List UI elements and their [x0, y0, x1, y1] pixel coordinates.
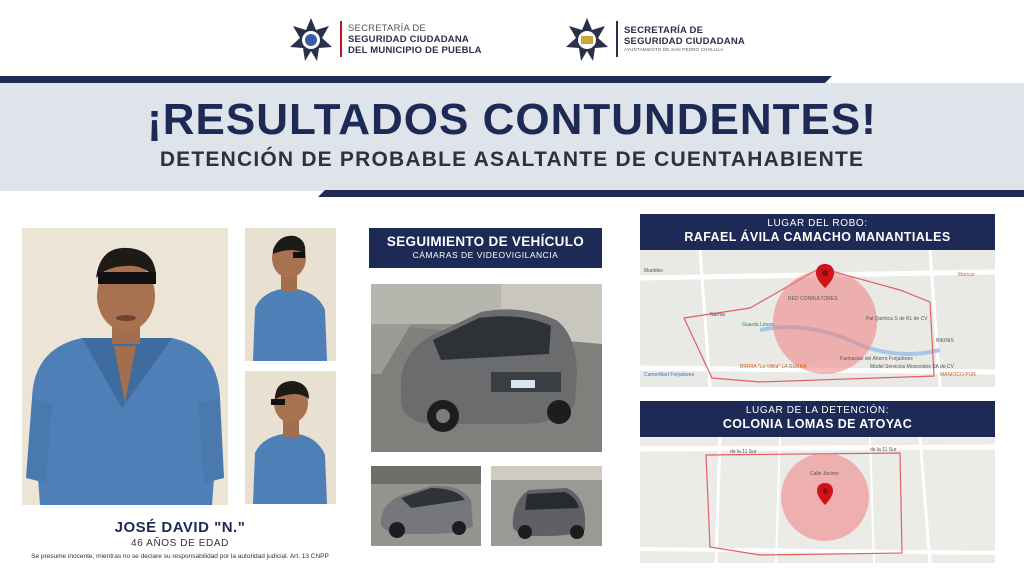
detention-location-map — [640, 437, 995, 563]
banner-top-stripe-tip — [825, 76, 832, 83]
suspect-name: JOSÉ DAVID "N." — [114, 519, 246, 536]
map-label: BIRRIA "La Villita" LA GUERA — [740, 364, 807, 370]
map-label: Calle Jacinto — [810, 471, 839, 477]
map-label: BIKINIS — [936, 338, 954, 344]
vehicle-tracking-title: SEGUIMIENTO DE VEHÍCULO — [386, 234, 585, 249]
police-star-icon — [288, 16, 334, 62]
robbery-location-title: LUGAR DEL ROBO: — [767, 218, 868, 229]
vehicle-camera-photo-main — [371, 284, 602, 452]
detention-location-title: LUGAR DE LA DETENCIÓN: — [745, 405, 890, 416]
map-label: Model Servicios Monoxidos SA de CV — [870, 364, 954, 370]
detention-location-place: COLONIA LOMAS DE ATOYAC — [722, 417, 913, 431]
map-label: de la 11 Sur — [870, 447, 897, 453]
banner-top-stripe — [0, 76, 825, 83]
map-label: Narnia — [710, 312, 725, 318]
map-label: de la 11 Sur — [730, 449, 757, 455]
banner-bottom-stripe-tip — [318, 190, 325, 197]
legal-disclaimer: Se presume inocente, mientras no se declare su responsabilidad por la autoridad judicial. Art. 13 CNPP — [31, 553, 329, 560]
map-label: Muebles — [644, 268, 663, 274]
robbery-location-label — [640, 214, 995, 250]
logo-text: SECRETARÍA DE SEGURIDAD CIUDADANA DEL MUNICIPIO DE PUEBLA — [348, 22, 482, 56]
logo-divider — [616, 21, 618, 57]
suspect-front-photo — [22, 228, 228, 505]
suspect-age: 46 AÑOS DE EDAD — [131, 538, 229, 549]
logo-municipio-puebla — [288, 14, 482, 64]
suspect-profile-photo-left — [245, 371, 336, 504]
robbery-location-map — [640, 250, 995, 387]
map-label: Pal Quimica S de RL de CV — [866, 316, 928, 322]
map-label: MANIOCO PUR — [940, 372, 976, 378]
vehicle-camera-photo-2 — [491, 466, 602, 546]
map-label: RED CONSULTORES — [788, 296, 838, 302]
headline: ¡RESULTADOS CONTUNDENTES! — [147, 95, 877, 144]
suspect-profile-photo-right — [245, 228, 336, 361]
map-label: Marcus — [958, 272, 975, 278]
vehicle-tracking-subtitle: CÁMARAS DE VIDEOVIGILANCIA — [412, 250, 559, 260]
vehicle-camera-photo-1 — [371, 466, 481, 546]
robbery-location-place: RAFAEL ÁVILA CAMACHO MANANTIALES — [684, 230, 951, 244]
detention-location-label — [640, 401, 995, 437]
vehicle-tracking-label — [369, 228, 602, 268]
subheadline: DETENCIÓN DE PROBABLE ASALTANTE DE CUENTAHABIENTE — [159, 148, 865, 171]
map-label: Farmacias del Ahorro Forjadores — [840, 356, 913, 362]
police-star-icon — [564, 16, 610, 62]
banner-bottom-stripe — [325, 190, 1024, 197]
map-label: Guarda Linces — [742, 322, 775, 328]
logo-divider — [340, 21, 342, 57]
map-label: CamerMart Forjadores — [644, 372, 695, 378]
logo-text: SECRETARÍA DE SEGURIDAD CIUDADANA AYUNTAMIENTO DE SAN PEDRO CHOLULA — [624, 25, 745, 52]
logo-san-pedro-cholula — [564, 14, 745, 64]
